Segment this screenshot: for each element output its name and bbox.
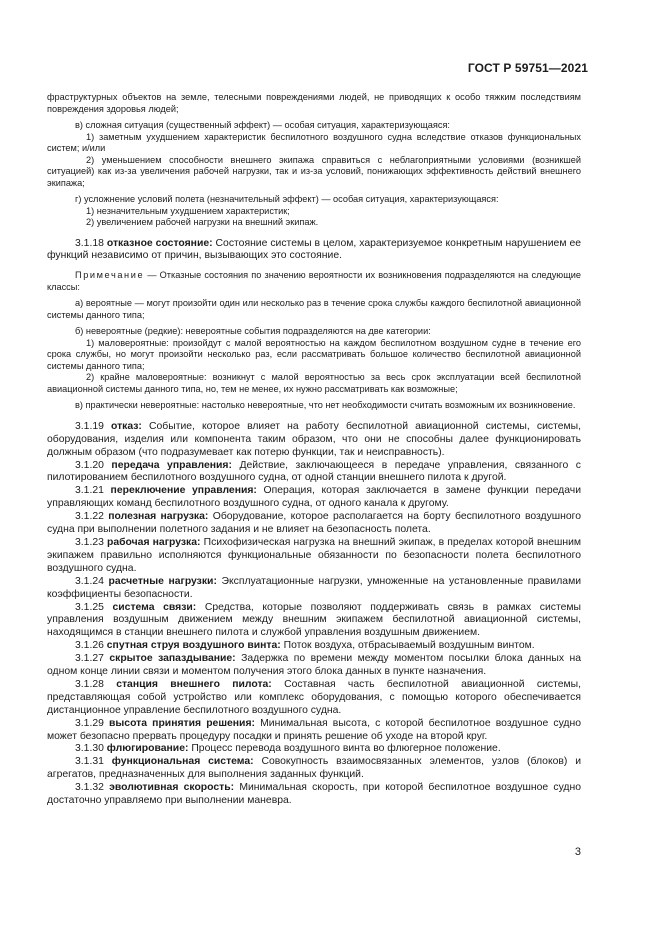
list-item: 1) незначительным ухудшением характеристик; bbox=[86, 205, 290, 216]
term-number: 3.1.19 bbox=[75, 420, 104, 432]
note-paragraph bbox=[47, 270, 581, 293]
list-item: 2) увеличением рабочей нагрузки на внешний экипаж. bbox=[86, 217, 319, 227]
term-definition bbox=[47, 460, 581, 486]
term-text: Средства, которые позволяют поддерживать связь в рамках системы управления воздушным движением между внешним экипажем беспилотной авиационной системы, находящимся в станции внешнего пилота и службой управления воздушным движением. bbox=[47, 601, 581, 639]
note-item: а) вероятные — могут произойти один или несколько раз в течение срока службы каждого беспилотной авиационной системы данного типа; bbox=[47, 298, 581, 320]
term-number: 3.1.26 bbox=[75, 640, 104, 652]
term-definition bbox=[47, 485, 581, 511]
term-name: система связи: bbox=[112, 601, 197, 613]
term-definition bbox=[47, 602, 581, 641]
term-name: полезная нагрузка: bbox=[108, 511, 209, 523]
term-definition bbox=[47, 576, 581, 602]
term-text: Процесс перевода воздушного винта во флюгерное положение. bbox=[191, 743, 501, 755]
term-text: Операция, которая заключается в замене функции передачи управляющих команд беспилотного воздушного судна, от одного канала к другому. bbox=[47, 485, 582, 510]
term-number: 3.1.28 bbox=[75, 678, 104, 690]
list-item: 1) заметным ухудшением характеристик беспилотного воздушного судна вследствие отказов функциональных систем; и/или bbox=[47, 131, 581, 153]
term-text: Задержка по времени между моментом посылки блока данных на одном конце линии связи и моментом получения этого блока данных в пункте назначения. bbox=[47, 653, 582, 678]
term-definition bbox=[47, 511, 581, 537]
term-name: высота принятия решения: bbox=[109, 717, 255, 729]
term-name: станция внешнего пилота: bbox=[116, 678, 272, 690]
term-text: Минимальная высота, с которой беспилотное воздушное судно может безопасно прервать процедуру посадки и принять решение об уходе на второй круг. bbox=[47, 717, 582, 742]
term-text: Поток воздуха, отбрасываемый воздушным винтом. bbox=[283, 640, 535, 652]
document-body bbox=[47, 92, 581, 808]
term-number: 3.1.30 bbox=[75, 743, 104, 755]
term-number: 3.1.32 bbox=[75, 782, 104, 794]
term-name: передача управления: bbox=[111, 459, 232, 471]
term-text: Эксплуатационные нагрузки, умноженные на установленные правилами коэффициенты безопасности. bbox=[47, 575, 582, 600]
term-definition bbox=[47, 756, 581, 782]
term-text: Минимальная скорость, при которой беспилотное воздушное судно достаточно управляемо при выполнении маневра. bbox=[47, 782, 582, 807]
term-number: 3.1.23 bbox=[75, 536, 104, 548]
term-name: рабочая нагрузка: bbox=[107, 536, 201, 548]
term-name: спутная струя воздушного винта: bbox=[106, 640, 281, 652]
note-text: — Отказные состояния по значению вероятности их возникновения подразделяются на следующие классы: bbox=[47, 270, 581, 292]
term-number: 3.1.21 bbox=[75, 485, 104, 497]
term-text: Составная часть беспилотной авиационной системы, представляющая собой устройство или комплекс оборудования, с помощью которого обеспечивается дистанционное управление беспилотного воздушного судна. bbox=[47, 678, 582, 716]
term-definition bbox=[47, 640, 581, 653]
term-definition bbox=[47, 537, 581, 576]
term-number: 3.1.20 bbox=[75, 459, 104, 471]
list-item: в) сложная ситуация (существенный эффект) — особая ситуация, характеризующаяся: bbox=[75, 120, 450, 130]
term-name: скрытое запаздывание: bbox=[109, 653, 236, 665]
term-number: 3.1.27 bbox=[75, 653, 104, 665]
term-name: функциональная система: bbox=[111, 756, 254, 768]
term-definition bbox=[47, 782, 581, 808]
page-number: 3 bbox=[574, 846, 581, 858]
term-text: Оборудование, которое располагается на борту беспилотного воздушного судна при выполнении полетного задания и не влияет на безопасность полета. bbox=[47, 511, 581, 536]
note-item: 2) крайне маловероятные: возникнут с малой вероятностью за весь срок эксплуатации всей беспилотной авиационной системы данного типа, но, тем не менее, их нужно рассматривать как возможные; bbox=[47, 372, 581, 394]
term-text: Событие, которое влияет на работу беспилотной авиационной системы, системы, оборудования, изделия или компонента таким образом, что они не способны далее функционировать должным образом (что подразумевает как потерю функции, так и неисправность). bbox=[47, 420, 581, 458]
term-text: Действие, заключающееся в передаче управления, связанного с пилотированием беспилотного воздушного судна, от одной станции внешнего пилота к другой. bbox=[47, 459, 581, 484]
term-name: переключение управления: bbox=[110, 485, 257, 497]
note-item: б) невероятные (редкие): невероятные события подразделяются на две категории: bbox=[75, 326, 431, 337]
standard-code: ГОСТ Р 59751—2021 bbox=[467, 61, 588, 75]
list-item: г) усложнение условий полета (незначительный эффект) — особая ситуация, характеризующаяся: bbox=[75, 194, 499, 204]
term-name: отказ: bbox=[110, 420, 142, 432]
term-name: эволютивная скорость: bbox=[109, 782, 235, 794]
term-definition bbox=[47, 238, 581, 264]
note-label: Примечание bbox=[75, 270, 145, 281]
term-definition bbox=[47, 653, 581, 679]
term-name: расчетные нагрузки: bbox=[108, 575, 217, 587]
term-number: 3.1.18 bbox=[75, 237, 104, 249]
term-number: 3.1.24 bbox=[75, 575, 104, 587]
note-item: 1) маловероятные: произойдут с малой вероятностью на каждом беспилотном воздушном судне в течение его срока службы, но могут произойти несколько раз, если рассматривать большое количество беспилотной авиационной системы данного типа; bbox=[47, 337, 581, 371]
term-number: 3.1.31 bbox=[75, 756, 104, 768]
term-text: Совокупность взаимосвязанных элементов, узлов (блоков) и агрегатов, предназначенных для выполнения заданных функций. bbox=[47, 756, 582, 781]
term-name: флюгирование: bbox=[106, 743, 189, 755]
term-text: Психофизическая нагрузка на внешний экипаж, в пределах которой внешним экипажем правильно исполняются функциональные обязанности по безопасности полета беспилотного воздушного судна. bbox=[47, 536, 582, 574]
term-definition bbox=[47, 718, 581, 744]
term-text: Состояние системы в целом, характеризуемое конкретным нарушением ее функций независимо от причин, вызывающих это состояние. bbox=[47, 237, 581, 262]
term-number: 3.1.25 bbox=[75, 601, 104, 613]
term-definition bbox=[47, 679, 581, 718]
list-item: 2) уменьшением способности внешнего экипажа справиться с неблагоприятными условиями (возникшей ситуацией) как из-за увеличения рабочей нагрузки, так и из-за условий, понижающих эффективность действий внешнего экипажа; bbox=[47, 154, 581, 188]
term-name: отказное состояние: bbox=[106, 237, 213, 249]
note-item: в) практически невероятные: настолько невероятные, что нет необходимости считать возможным их возникновение. bbox=[75, 400, 576, 411]
body-paragraph: фраструктурных объектов на земле, телесными повреждениями людей, не приводящих к особо тяжким последствиям повреждения здоровья людей; bbox=[47, 92, 581, 114]
term-number: 3.1.22 bbox=[75, 511, 104, 523]
term-definition bbox=[47, 421, 581, 460]
term-number: 3.1.29 bbox=[75, 717, 104, 729]
term-definition bbox=[47, 743, 581, 756]
